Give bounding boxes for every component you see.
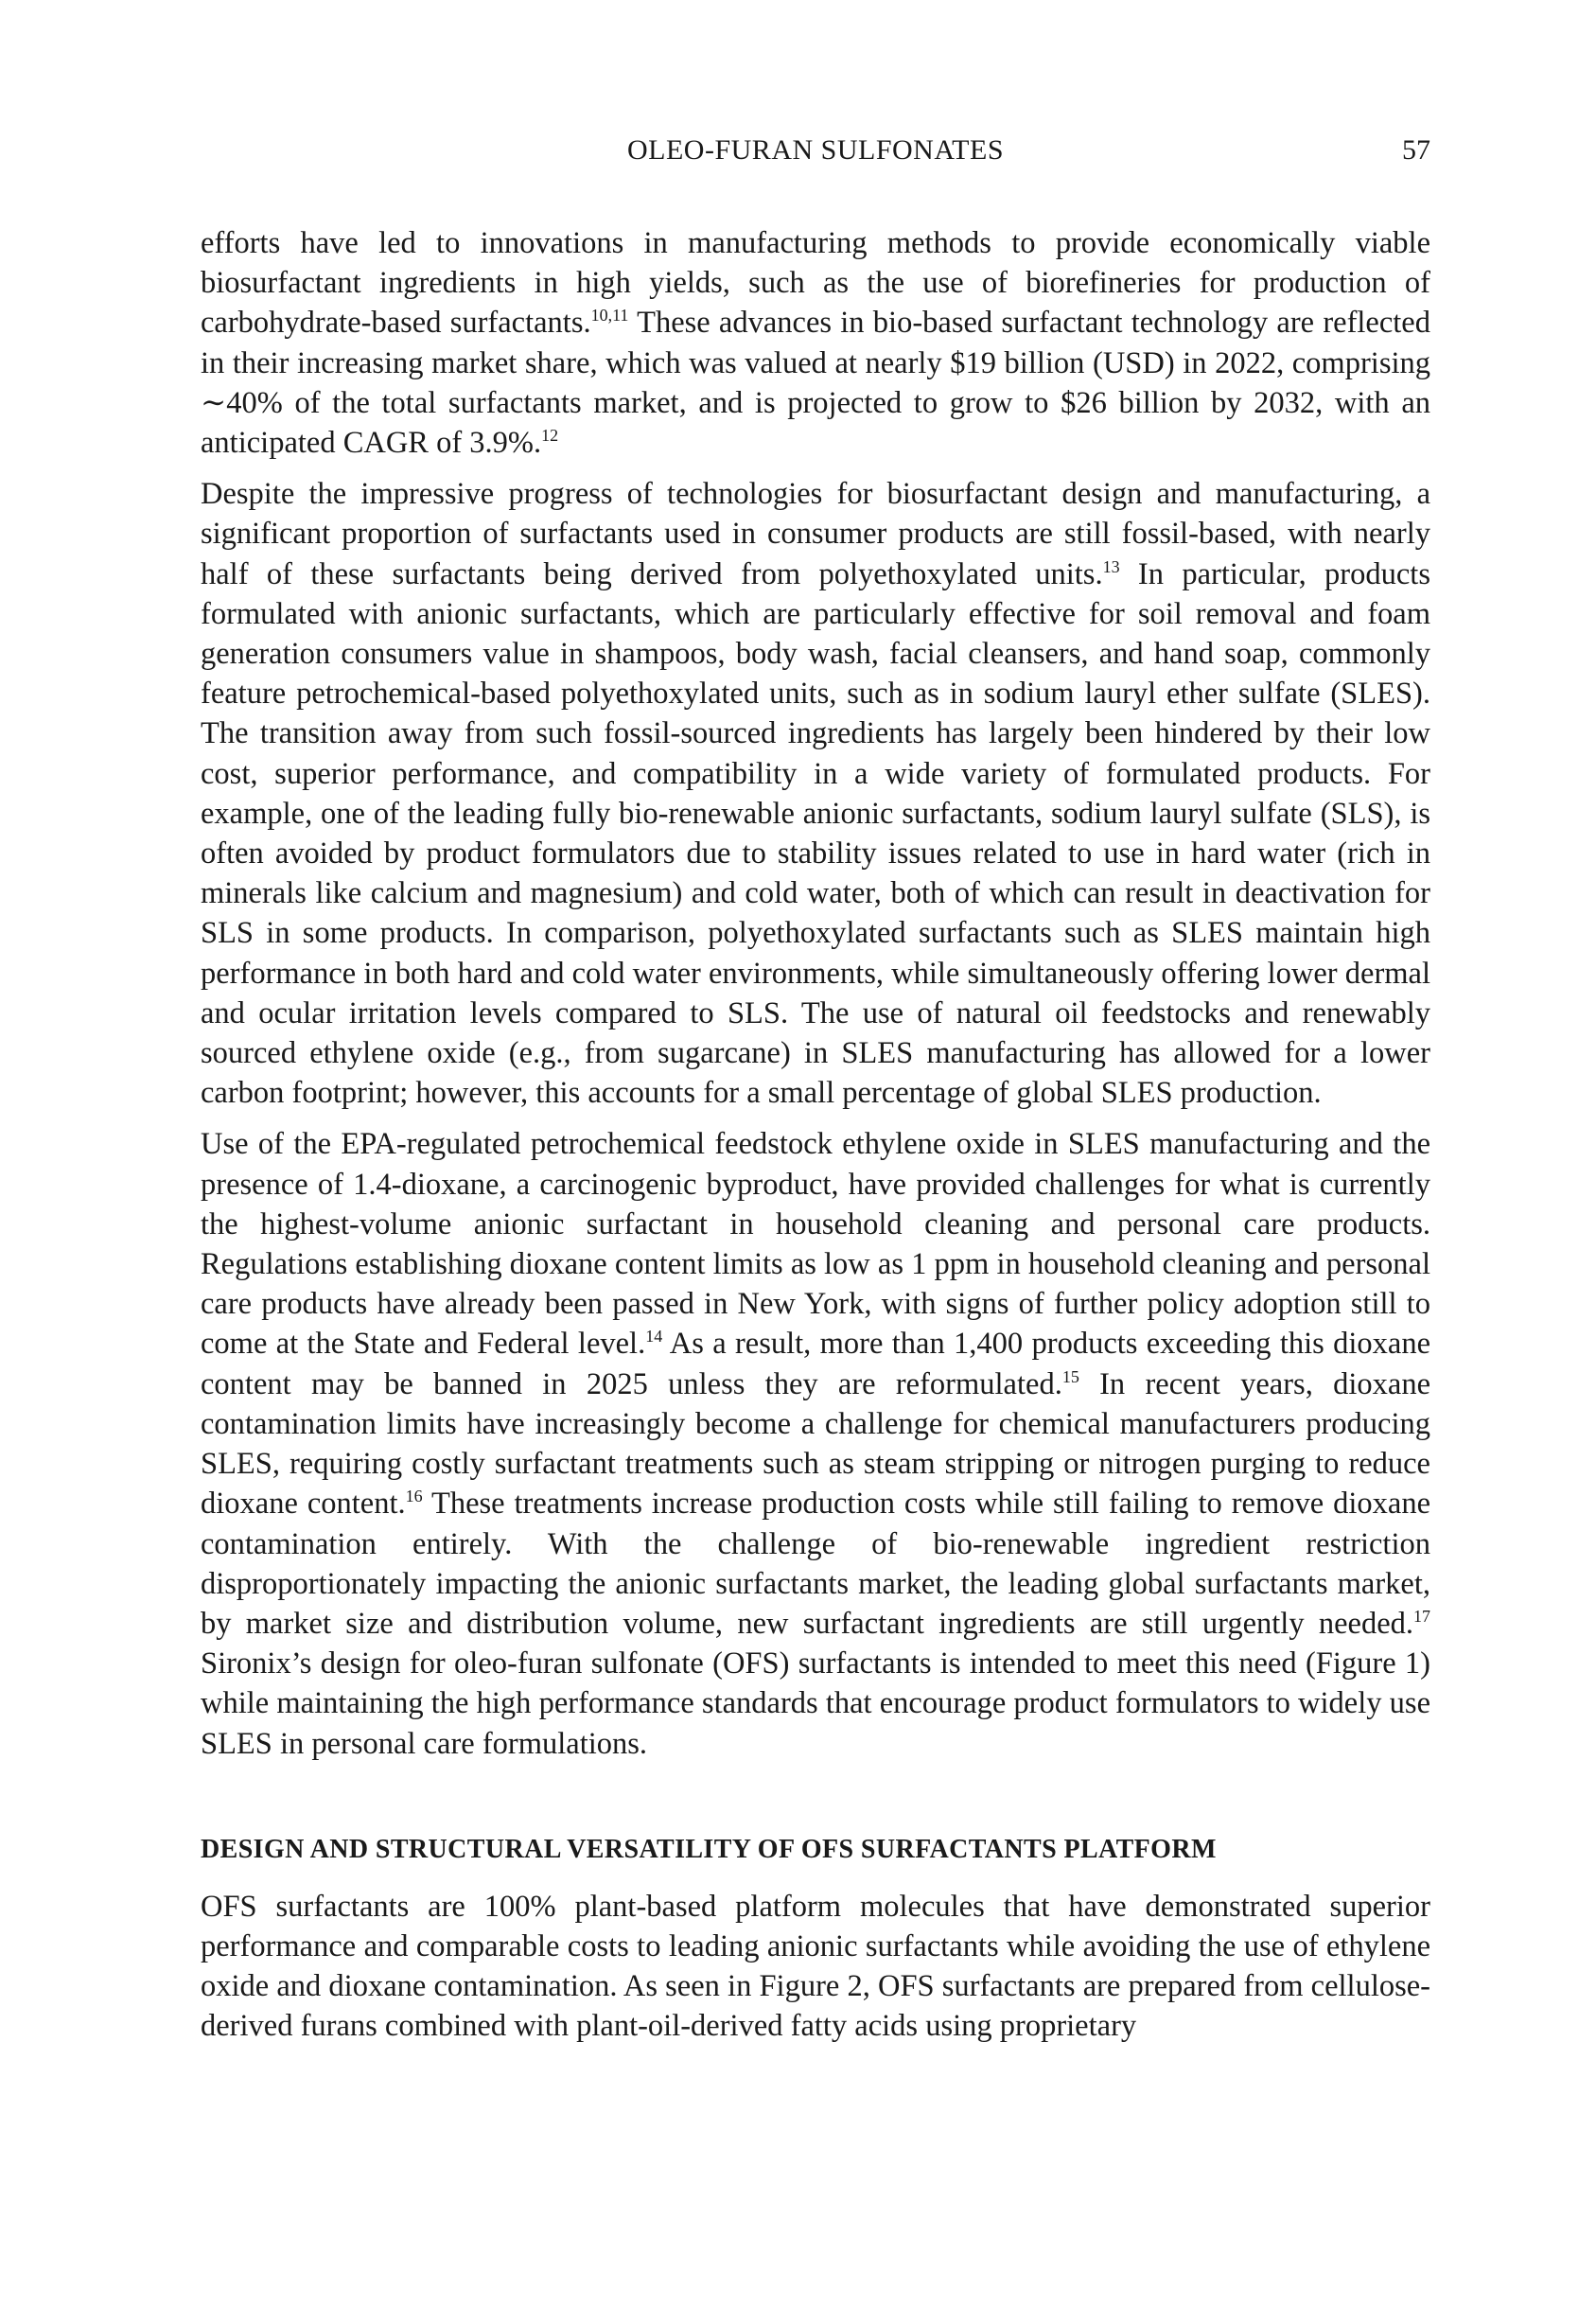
paragraph-1 <box>201 223 1430 463</box>
citation-ref[interactable]: 17 <box>1413 1607 1430 1627</box>
paragraph-1-text: These advances in bio-based surfactant technology are reflected in their increasing market share, which was valued at nearly $19 billion (USD) in 2022, comprising ∼40% of the total surfactants market, and is projected to grow to $26 billion by 2032, with an anticipated CAGR of 3.9%. <box>201 306 1430 461</box>
citation-ref[interactable]: 10,11 <box>590 306 629 326</box>
paragraph-2-text: Despite the impressive progress of technologies for biosurfactant design and manufacturing, a significant proportion of surfactants used in consumer products are still fossil-based, with nearly half of these surfactants being derived from polyethoxylated units. <box>201 477 1430 591</box>
running-header <box>201 127 1430 174</box>
paragraph-3-text: Use of the EPA-regulated petrochemical feedstock ethylene oxide in SLES manufacturing and the presence of 1.4-dioxane, a carcinogenic byproduct, have provided challenges for what is currently the highest-volume anionic surfactant in household cleaning and personal care products. Regulations establishing dioxane content limits as low as 1 ppm in household cleaning and personal care products have already been passed in New York, with signs of further policy adoption still to come at the State and Federal level. <box>201 1127 1430 1362</box>
section-paragraph: OFS surfactants are 100% plant-based platform molecules that have demonstrated superior performance and comparable costs to leading anionic surfactants while avoiding the use of ethylene oxide and dioxane contamination. As seen in Figure 2, OFS surfactants are prepared from cellulose-derived furans combined with plant-oil-derived fatty acids using proprietary <box>201 1889 1430 2044</box>
citation-ref[interactable]: 14 <box>645 1327 663 1347</box>
paragraph-3-text: In recent years, dioxane contamination limits have increasingly become a challenge for chemical manufacturers producing SLES, requiring costly surfactant treatments such as steam stripping or nitrogen purging to reduce dioxane content. <box>201 1366 1430 1522</box>
paragraph-3-text: Sironix’s design for oleo-furan sulfonate (OFS) surfactants is intended to meet this need (Figure 1) while maintaining the high performance standards that encourage product formulators to widely use SLES in personal care formulations. <box>201 1646 1430 1761</box>
section-heading: DESIGN AND STRUCTURAL VERSATILITY OF OFS SURFACTANTS PLATFORM <box>201 1834 1217 1864</box>
citation-ref[interactable]: 13 <box>1102 556 1120 576</box>
paragraph-3-text: These treatments increase production costs while still failing to remove dioxane contamination entirely. With the challenge of bio-renewable ingredient restriction disproportionately impacting the anionic surfactants market, the leading global surfactants market, by market size and distribution volume, new surfactant ingredients are still urgently needed. <box>201 1487 1430 1641</box>
paragraph-1-text: efforts have led to innovations in manufacturing methods to provide economically viable biosurfactant ingredients in high yields, such as the use of biorefineries for production of carbohydrate-based surfactants. <box>201 226 1430 341</box>
paragraph-3 <box>201 1124 1430 1763</box>
citation-ref[interactable]: 15 <box>1061 1366 1079 1386</box>
paragraph-2 <box>201 474 1430 1113</box>
paragraph-3-text: As a result, more than 1,400 products exceeding this dioxane content may be banned in 2025 unless they are reformulated. <box>201 1327 1430 1401</box>
page-number: 57 <box>1402 134 1430 166</box>
citation-ref[interactable]: 12 <box>541 426 559 446</box>
body-text <box>201 223 1430 2058</box>
citation-ref[interactable]: 16 <box>405 1487 423 1506</box>
running-title: OLEO-FURAN SULFONATES <box>626 134 1005 166</box>
paragraph-2-text: In particular, products formulated with anionic surfactants, which are particularly effective for soil removal and foam generation consumers value in shampoos, body wash, facial cleansers, and hand soap, commonly feature petrochemical-based polyethoxylated units, such as in sodium lauryl ether sulfate (SLES). The transition away from such fossil-sourced ingredients has largely been hindered by their low cost, superior performance, and compatibility in a wide variety of formulated products. For example, one of the leading fully bio-renewable anionic surfactants, sodium lauryl sulfate (SLS), is often avoided by product formulators due to stability issues related to use in hard water (rich in minerals like calcium and magnesium) and cold water, both of which can result in deactivation for SLS in some products. In comparison, polyethoxylated surfactants such as SLES maintain high performance in both hard and cold water environments, while simultaneously offering lower dermal and ocular irritation levels compared to SLS. The use of natural oil feedstocks and renewably sourced ethylene oxide (e.g., from sugarcane) in SLES manufacturing has allowed for a lower carbon footprint; however, this accounts for a small percentage of global SLES production. <box>201 556 1430 1111</box>
